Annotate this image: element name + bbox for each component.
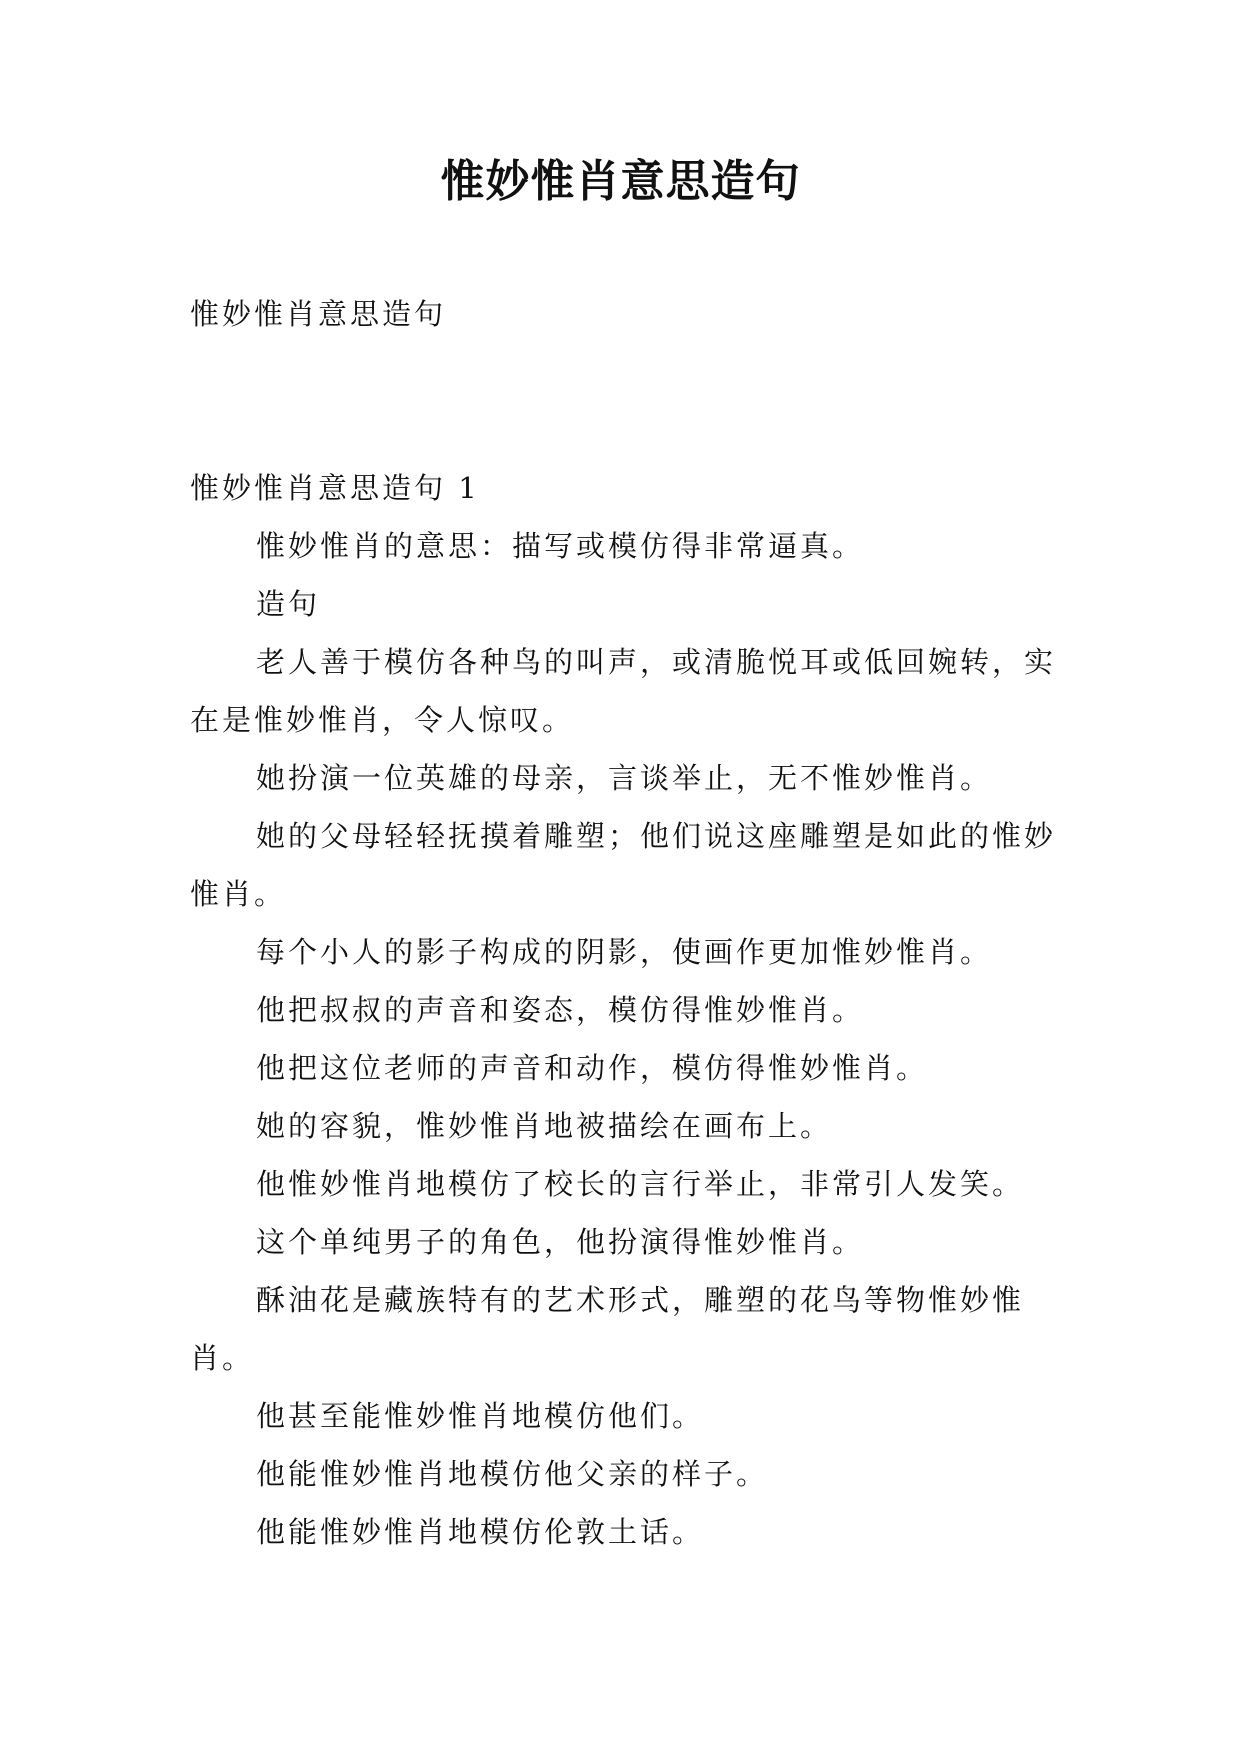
- definition-paragraph: 惟妙惟肖的意思：描写或模仿得非常逼真。: [256, 529, 865, 563]
- example-label: 造句: [256, 587, 321, 621]
- document-title: 惟妙惟肖意思造句: [440, 156, 801, 207]
- example-sentence: 老人善于模仿各种鸟的叫声，或清脆悦耳或低回婉转，实在是惟妙惟肖，令人惊叹。: [190, 645, 1057, 737]
- example-sentence: 这个单纯男子的角色，他扮演得惟妙惟肖。: [256, 1225, 865, 1259]
- example-sentence: 他把叔叔的声音和姿态，模仿得惟妙惟肖。: [256, 993, 865, 1027]
- example-sentence: 她扮演一位英雄的母亲，言谈举止，无不惟妙惟肖。: [256, 761, 993, 795]
- example-sentence: 她的父母轻轻抚摸着雕塑；他们说这座雕塑是如此的惟妙惟肖。: [190, 819, 1057, 911]
- document-subtitle: 惟妙惟肖意思造句: [190, 297, 447, 331]
- document-body: [190, 285, 1060, 1561]
- example-sentence: 他甚至能惟妙惟肖地模仿他们。: [256, 1399, 705, 1433]
- example-sentence: 酥油花是藏族特有的艺术形式，雕塑的花鸟等物惟妙惟肖。: [190, 1283, 1025, 1375]
- example-sentence: 他把这位老师的声音和动作，模仿得惟妙惟肖。: [256, 1051, 929, 1085]
- example-sentence: 她的容貌，惟妙惟肖地被描绘在画布上。: [256, 1109, 833, 1143]
- example-sentence: 他惟妙惟肖地模仿了校长的言行举止，非常引人发笑。: [256, 1167, 1025, 1201]
- example-sentence: 每个小人的影子构成的阴影，使画作更加惟妙惟肖。: [256, 935, 993, 969]
- example-sentence: 他能惟妙惟肖地模仿他父亲的样子。: [256, 1457, 769, 1491]
- section-heading: 惟妙惟肖意思造句 1: [190, 471, 480, 505]
- example-sentence: 他能惟妙惟肖地模仿伦敦土话。: [256, 1515, 705, 1549]
